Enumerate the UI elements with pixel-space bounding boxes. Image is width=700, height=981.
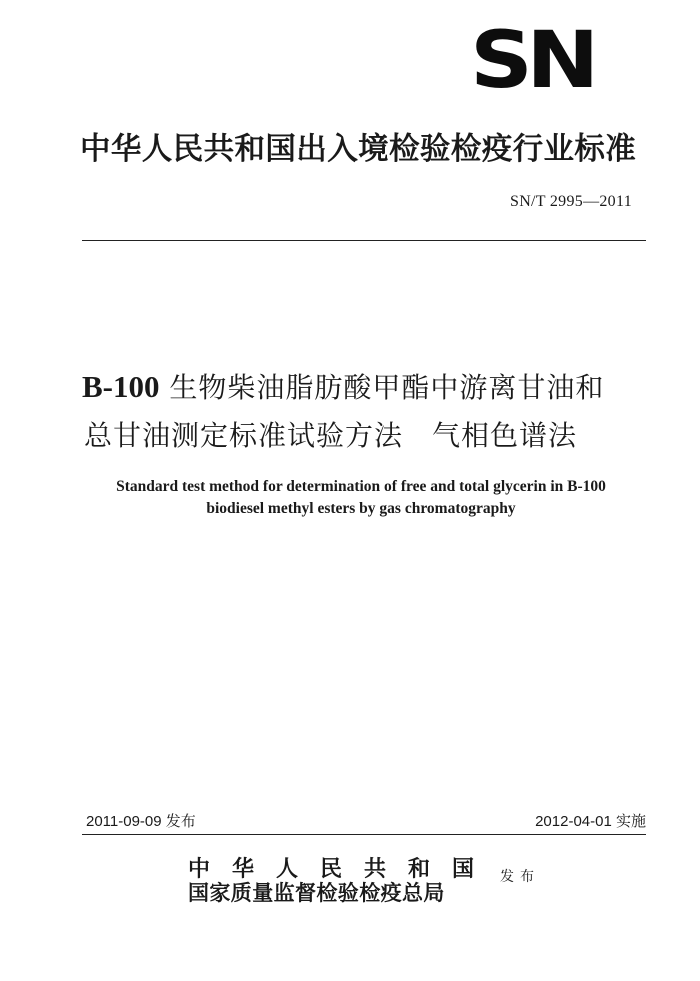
- issue-date: 2011-09-09 发布: [86, 813, 196, 830]
- english-title-line-1: Standard test method for determination of free and total glycerin in B-100: [116, 478, 606, 495]
- english-title-line-2: biodiesel methyl esters by gas chromatography: [206, 500, 516, 517]
- standard-category-heading: 中华人民共和国出入境检验检疫行业标准: [80, 132, 637, 167]
- implementation-date: 2012-04-01 实施: [535, 813, 646, 830]
- top-divider: [82, 240, 646, 241]
- standard-number: SN/T 2995—2011: [510, 193, 632, 210]
- chinese-title-lead: B-100: [82, 369, 160, 404]
- issuer-line-1: 中华人民共和国: [188, 856, 497, 882]
- chinese-title-line-1: [82, 367, 604, 408]
- issue-label: 发布: [500, 869, 540, 885]
- issuer-line-2: 国家质量监督检验检疫总局: [188, 880, 445, 905]
- bottom-divider: [82, 834, 646, 835]
- chinese-title-line-1-text: 生物柴油脂肪酸甲酯中游离甘油和: [159, 371, 605, 404]
- sn-logo: SN: [470, 16, 593, 106]
- chinese-title-line-2: 总甘油测定标准试验方法 气相色谱法: [84, 419, 578, 452]
